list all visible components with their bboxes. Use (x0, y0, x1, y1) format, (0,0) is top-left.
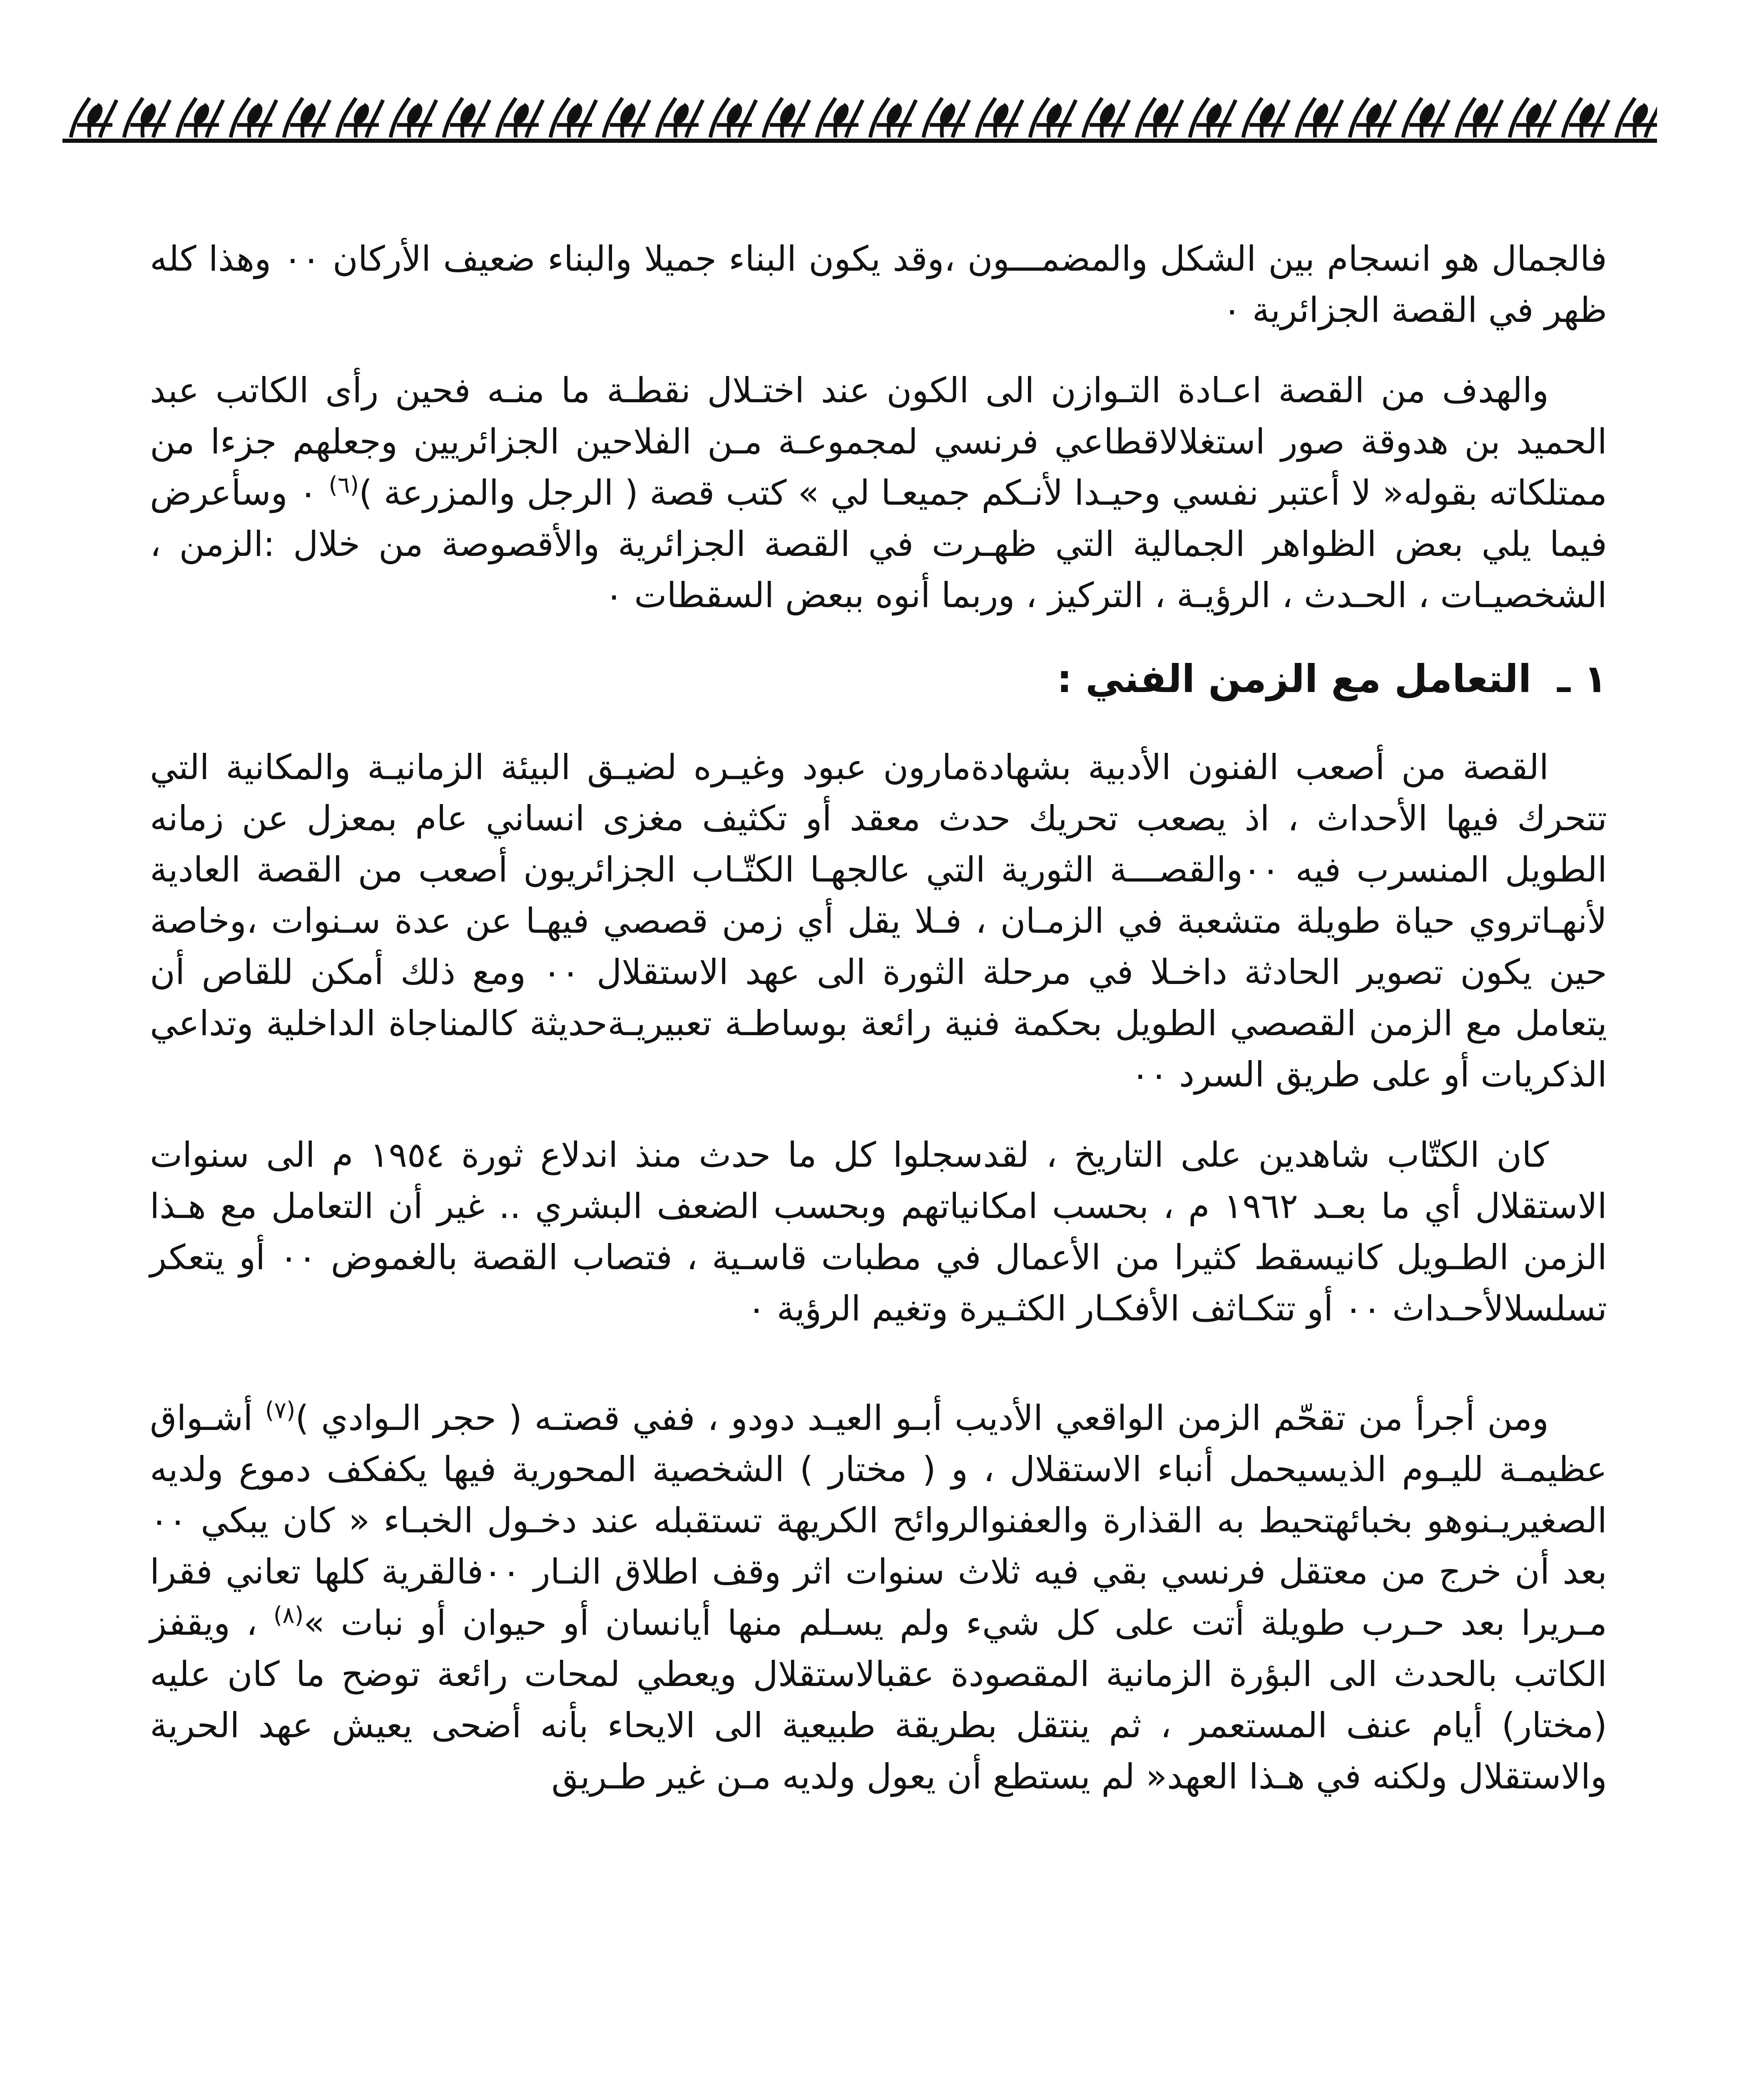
paragraph-writers-witnesses: كان الكتّاب شاهدين على التاريخ ، لقدسجلوا كل ما حدث منذ اندلاع ثورة ١٩٥٤ م الى سنوات الاستقلال أي ما بعـد ١٩٦٢ م ، بحسب امكانياتهم وبحسب الضعف البشري .. غير أن التعامل مع هـذا الزمن الطـويل كانيسقط كثيرا من الأعمال في مطبات قاسـية ، فتصاب القصة بالغموض ٠٠ أو يتعكر تسلسلالأحـداث ٠٠ أو تتكـاثف الأفكـار الكثـيرة وتغيم الرؤية ٠ (150, 1135, 1607, 1329)
paragraph-story-difficulty: القصة من أصعب الفنون الأدبية بشهادةمارون عبود وغيـره لضيـق البيئة الزمانيـة والمكانية التي تتحرك فيها الأحداث ، اذ يصعب تحريك حدث معقد أو تكثيف مغزى انساني عام بمعزل عن زمانه الطويل المنسرب فيه ٠٠والقصـــة الثورية التي عالجهـا الكتّـاب الجزائريون أصعب من القصة العادية لأنهـاتروي حياة طويلة متشعبة في الزمـان ، فـلا يقل أي زمن قصصي فيهـا عن عدة سـنوات ،وخاصة حين يكون تصوير الحادثة داخـلا في مرحلة الثورة الى عهد الاستقلال ٠٠ ومع ذلك أمكن للقاص أن يتعامل مع الزمن القصصي الطويل بحكمة فنية رائعة بوساطـة تعبيريـةحديثة كالمناجاة الداخلية وتداعي الذكريات أو على طريق السرد ٠٠ (150, 747, 1607, 1095)
article-body (150, 233, 1607, 1831)
footnote-ref-8: (٨) (273, 1601, 304, 1629)
section-title: التعامل مع الزمن الفني : (1057, 657, 1532, 701)
paragraph-abu-alid-dudu (150, 1392, 1607, 1802)
decorative-border-ornament (62, 92, 1657, 146)
paragraph-dudu-text: ومن أجرأ من تقحّم الزمن الواقعي الأديب أبـو العيـد دودو ، ففي قصتـه ( حجر الـوادي ) (295, 1398, 1549, 1438)
footnote-ref-7: (٧) (265, 1397, 296, 1424)
paragraph-purpose-text-cont: ٠ وسأعرض فيما يلي بعض الظواهر الجمالية التي ظهـرت في القصة الجزائرية والأقصوصة من خلال :الزمن ، الشخصيـات ، الحـدث ، الرؤيـة ، التركيز ، وربما أنوه ببعض السقطات ٠ (150, 473, 1607, 615)
footnote-ref-6: (٦) (328, 471, 359, 498)
paragraph-purpose (150, 365, 1607, 621)
section-heading (150, 650, 1607, 708)
paragraph-beauty: فالجمال هو انسجام بين الشكل والمضمـــون ،وقد يكون البناء جميلا والبناء ضعيف الأركان ٠٠ وهذا كله ظهر في القصة الجزائرية ٠ (150, 239, 1607, 330)
paragraph-dudu-text-end: ، ويقفز الكاتب بالحدث الى البؤرة الزمانية المقصودة عقبالاستقلال ويعطي لمحات رائعة توضح ما كان عليه (مختار) أيام عنف المستعمر ، ثم ينتقل بطريقة طبيعية الى الايحاء بأنه أضحى يعيش عهد الحرية والاستقلال ولكنه في هـذا العهد« لم يستطع أن يعول ولديه مـن غير طـريق (150, 1603, 1607, 1797)
paragraph-dudu-text-cont: أشـواق عظيمـة لليـوم الذيسيحمل أنباء الاستقلال ، و ( مختار ) الشخصية المحورية فيها يكفكف دموع ولديه الصغيريـنوهو بخبائهتحيط به القذارة والعفنوالروائح الكريهة تستقبله عند دخـول الخبـاء « كان يبكي ٠٠ بعد أن خرج من معتقل فرنسي بقي فيه ثلاث سنوات اثر وقف اطلاق النـار ٠٠فالقرية كلها تعاني فقرا مـريرا بعد حـرب طويلة أتت على كل شيء ولم يسـلم منها أيانسان أو حيوان أو نبات » (150, 1398, 1607, 1643)
paragraph-purpose-text: والهدف من القصة اعـادة التـوازن الى الكون عند اختـلال نقطـة ما منـه فحين رأى الكاتب عبد الحميد بن هدوقة صور استغلالاقطاعي فرنسي لمجموعـة مـن الفلاحين الجزائريين وجعلهم جزءا من ممتلكاته بقوله« لا أعتبر نفسي وحيـدا لأنـكم جميعـا لي » كتب قصة ( الرجل والمزرعة ) (150, 370, 1607, 513)
paragraph-spacer (150, 1363, 1607, 1392)
section-number: ١ ـ (1557, 657, 1607, 701)
